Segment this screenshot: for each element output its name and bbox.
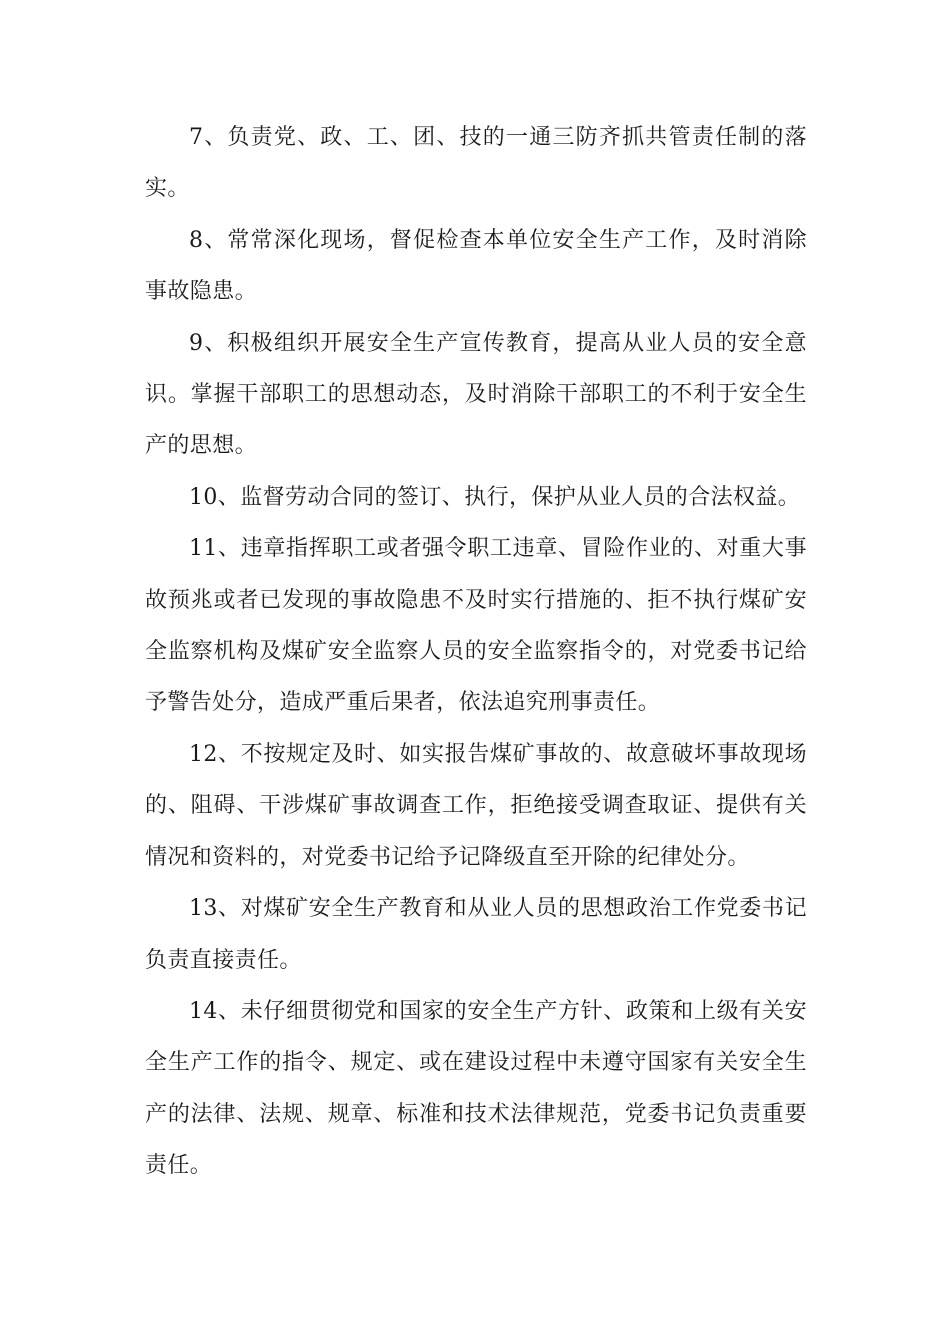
paragraph-item-7: 7、负责党、政、工、团、技的一通三防齐抓共管责任制的落实。 <box>145 125 807 202</box>
paragraph-item-14: 14、未仔细贯彻党和国家的安全生产方针、政策和上级有关安全生产工作的指令、规定、或在建设过程中未遵守国家有关安全生产的法律、法规、规章、标准和技术法律规范，党委书记负责重要责任。 <box>145 998 807 1179</box>
paragraph-item-8: 8、常常深化现场，督促检查本单位安全生产工作，及时消除事故隐患。 <box>145 227 807 305</box>
paragraph-item-12: 12、不按规定及时、如实报告煤矿事故的、故意破坏事故现场的、阻碍、干涉煤矿事故调查工作，拒绝接受调查取证、提供有关情况和资料的，对党委书记给予记降级直至开除的纪律处分。 <box>145 741 807 870</box>
paragraph-item-10: 10、监督劳动合同的签订、执行，保护从业人员的合法权益。 <box>189 484 801 510</box>
paragraph-item-9: 9、积极组织开展安全生产宣传教育，提高从业人员的安全意识。掌握干部职工的思想动态，及时消除干部职工的不利于安全生产的思想。 <box>145 330 807 459</box>
document-body <box>145 112 807 1192</box>
paragraph-item-11: 11、违章指挥职工或者强令职工违章、冒险作业的、对重大事故预兆或者已发现的事故隐患不及时实行措施的、拒不执行煤矿安全监察机构及煤矿安全监察人员的安全监察指令的，对党委书记给予警告处分，造成严重后果者，依法追究刑事责任。 <box>145 536 807 716</box>
paragraph-item-13: 13、对煤矿安全生产教育和从业人员的思想政治工作党委书记负责直接责任。 <box>145 896 807 973</box>
